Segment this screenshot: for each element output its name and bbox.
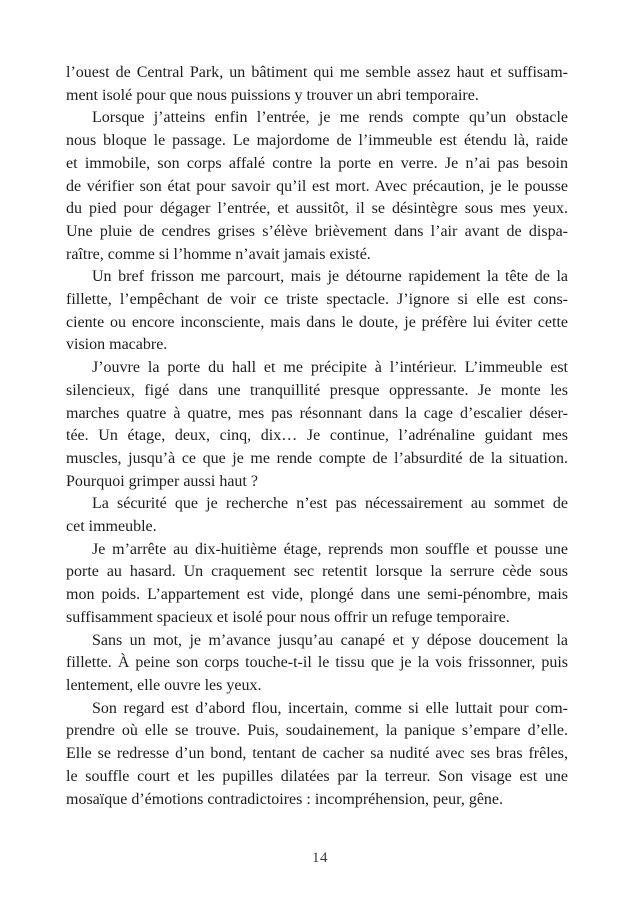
- paragraph: [66, 357, 568, 493]
- paragraph: [66, 493, 568, 538]
- text-line: Pourquoi grimper aussi haut ?: [66, 472, 258, 490]
- text-line: marches quatre à quatre, mes pas résonnant dans la cage d’escalier déser-: [66, 404, 568, 422]
- text-line: Un bref frisson me parcourt, mais je détourne rapidement la tête de la: [92, 268, 568, 286]
- text-line: nous bloque le passage. Le majordome de l’immeuble est étendu là, raide: [66, 132, 568, 150]
- text-line: vision macabre.: [66, 336, 168, 354]
- text-line: fillette, l’empêchant de voir ce triste spectacle. J’ignore si elle est cons-: [66, 291, 568, 309]
- text-line: prendre où elle se trouve. Puis, soudainement, la panique s’empare d’elle.: [66, 722, 568, 740]
- paragraph: [66, 266, 568, 357]
- text-line: Elle se redresse d’un bond, tentant de cacher sa nudité avec ses bras frêles,: [66, 745, 568, 763]
- paragraph: [66, 539, 568, 630]
- text-line: et immobile, son corps affalé contre la porte en verre. Je n’ai pas besoin: [66, 154, 568, 172]
- text-line: muscles, jusqu’à ce que je me rende compte de l’absurdité de la situation.: [66, 449, 568, 467]
- paragraph: [66, 630, 568, 698]
- page-number: 14: [312, 850, 328, 866]
- text-line: mon poids. L’appartement est vide, plongé dans une semi-pénombre, mais: [66, 586, 568, 604]
- text-block: [66, 62, 568, 811]
- text-line: Lorsque j’atteins enfin l’entrée, je me rends compte qu’un obstacle: [92, 109, 568, 127]
- paragraph: [66, 62, 568, 107]
- text-line: Je m’arrête au dix-huitième étage, reprends mon souffle et pousse une: [92, 540, 568, 558]
- text-line: ciente ou encore inconsciente, mais dans le doute, je préfère lui éviter cette: [66, 313, 568, 331]
- paragraph: [66, 107, 568, 266]
- text-line: J’ouvre la porte du hall et me précipite à l’intérieur. L’immeuble est: [92, 359, 568, 377]
- text-line: tée. Un étage, deux, cinq, dix… Je continue, l’adrénaline guidant mes: [66, 427, 568, 445]
- text-line: suffisamment spacieux et isolé pour nous offrir un refuge temporaire.: [66, 608, 510, 626]
- text-line: cet immeuble.: [66, 518, 157, 536]
- text-line: fillette. À peine son corps touche-t-il le tissu que je la vois frissonner, puis: [66, 654, 568, 672]
- paragraph: [66, 698, 568, 812]
- text-line: Sans un mot, je m’avance jusqu’au canapé et y dépose doucement la: [92, 631, 568, 649]
- text-line: du pied pour dégager l’entrée, et aussitôt, il se désintègre sous mes yeux.: [66, 200, 568, 218]
- text-line: silencieux, figé dans une tranquillité presque oppressante. Je monte les: [66, 381, 568, 399]
- text-line: le souffle court et les pupilles dilatées par la terreur. Son visage est une: [66, 767, 568, 785]
- text-line: ment isolé pour que nous puissions y trouver un abri temporaire.: [66, 86, 479, 104]
- text-line: Une pluie de cendres grises s’élève brièvement dans l’air avant de dispa-: [66, 222, 568, 240]
- text-line: lentement, elle ouvre les yeux.: [66, 676, 262, 694]
- text-line: raître, comme si l’homme n’avait jamais existé.: [66, 245, 371, 263]
- text-line: porte au hasard. Un craquement sec retentit lorsque la serrure cède sous: [66, 563, 568, 581]
- text-line: de vérifier son état pour savoir qu’il est mort. Avec précaution, je le pousse: [66, 177, 568, 195]
- text-line: La sécurité que je recherche n’est pas nécessairement au sommet de: [92, 495, 568, 513]
- text-line: mosaïque d’émotions contradictoires : incompréhension, peur, gêne.: [66, 790, 504, 808]
- text-line: Son regard est d’abord flou, incertain, comme si elle luttait pour com-: [92, 699, 568, 717]
- text-line: l’ouest de Central Park, un bâtiment qui me semble assez haut et suffisam-: [66, 64, 568, 81]
